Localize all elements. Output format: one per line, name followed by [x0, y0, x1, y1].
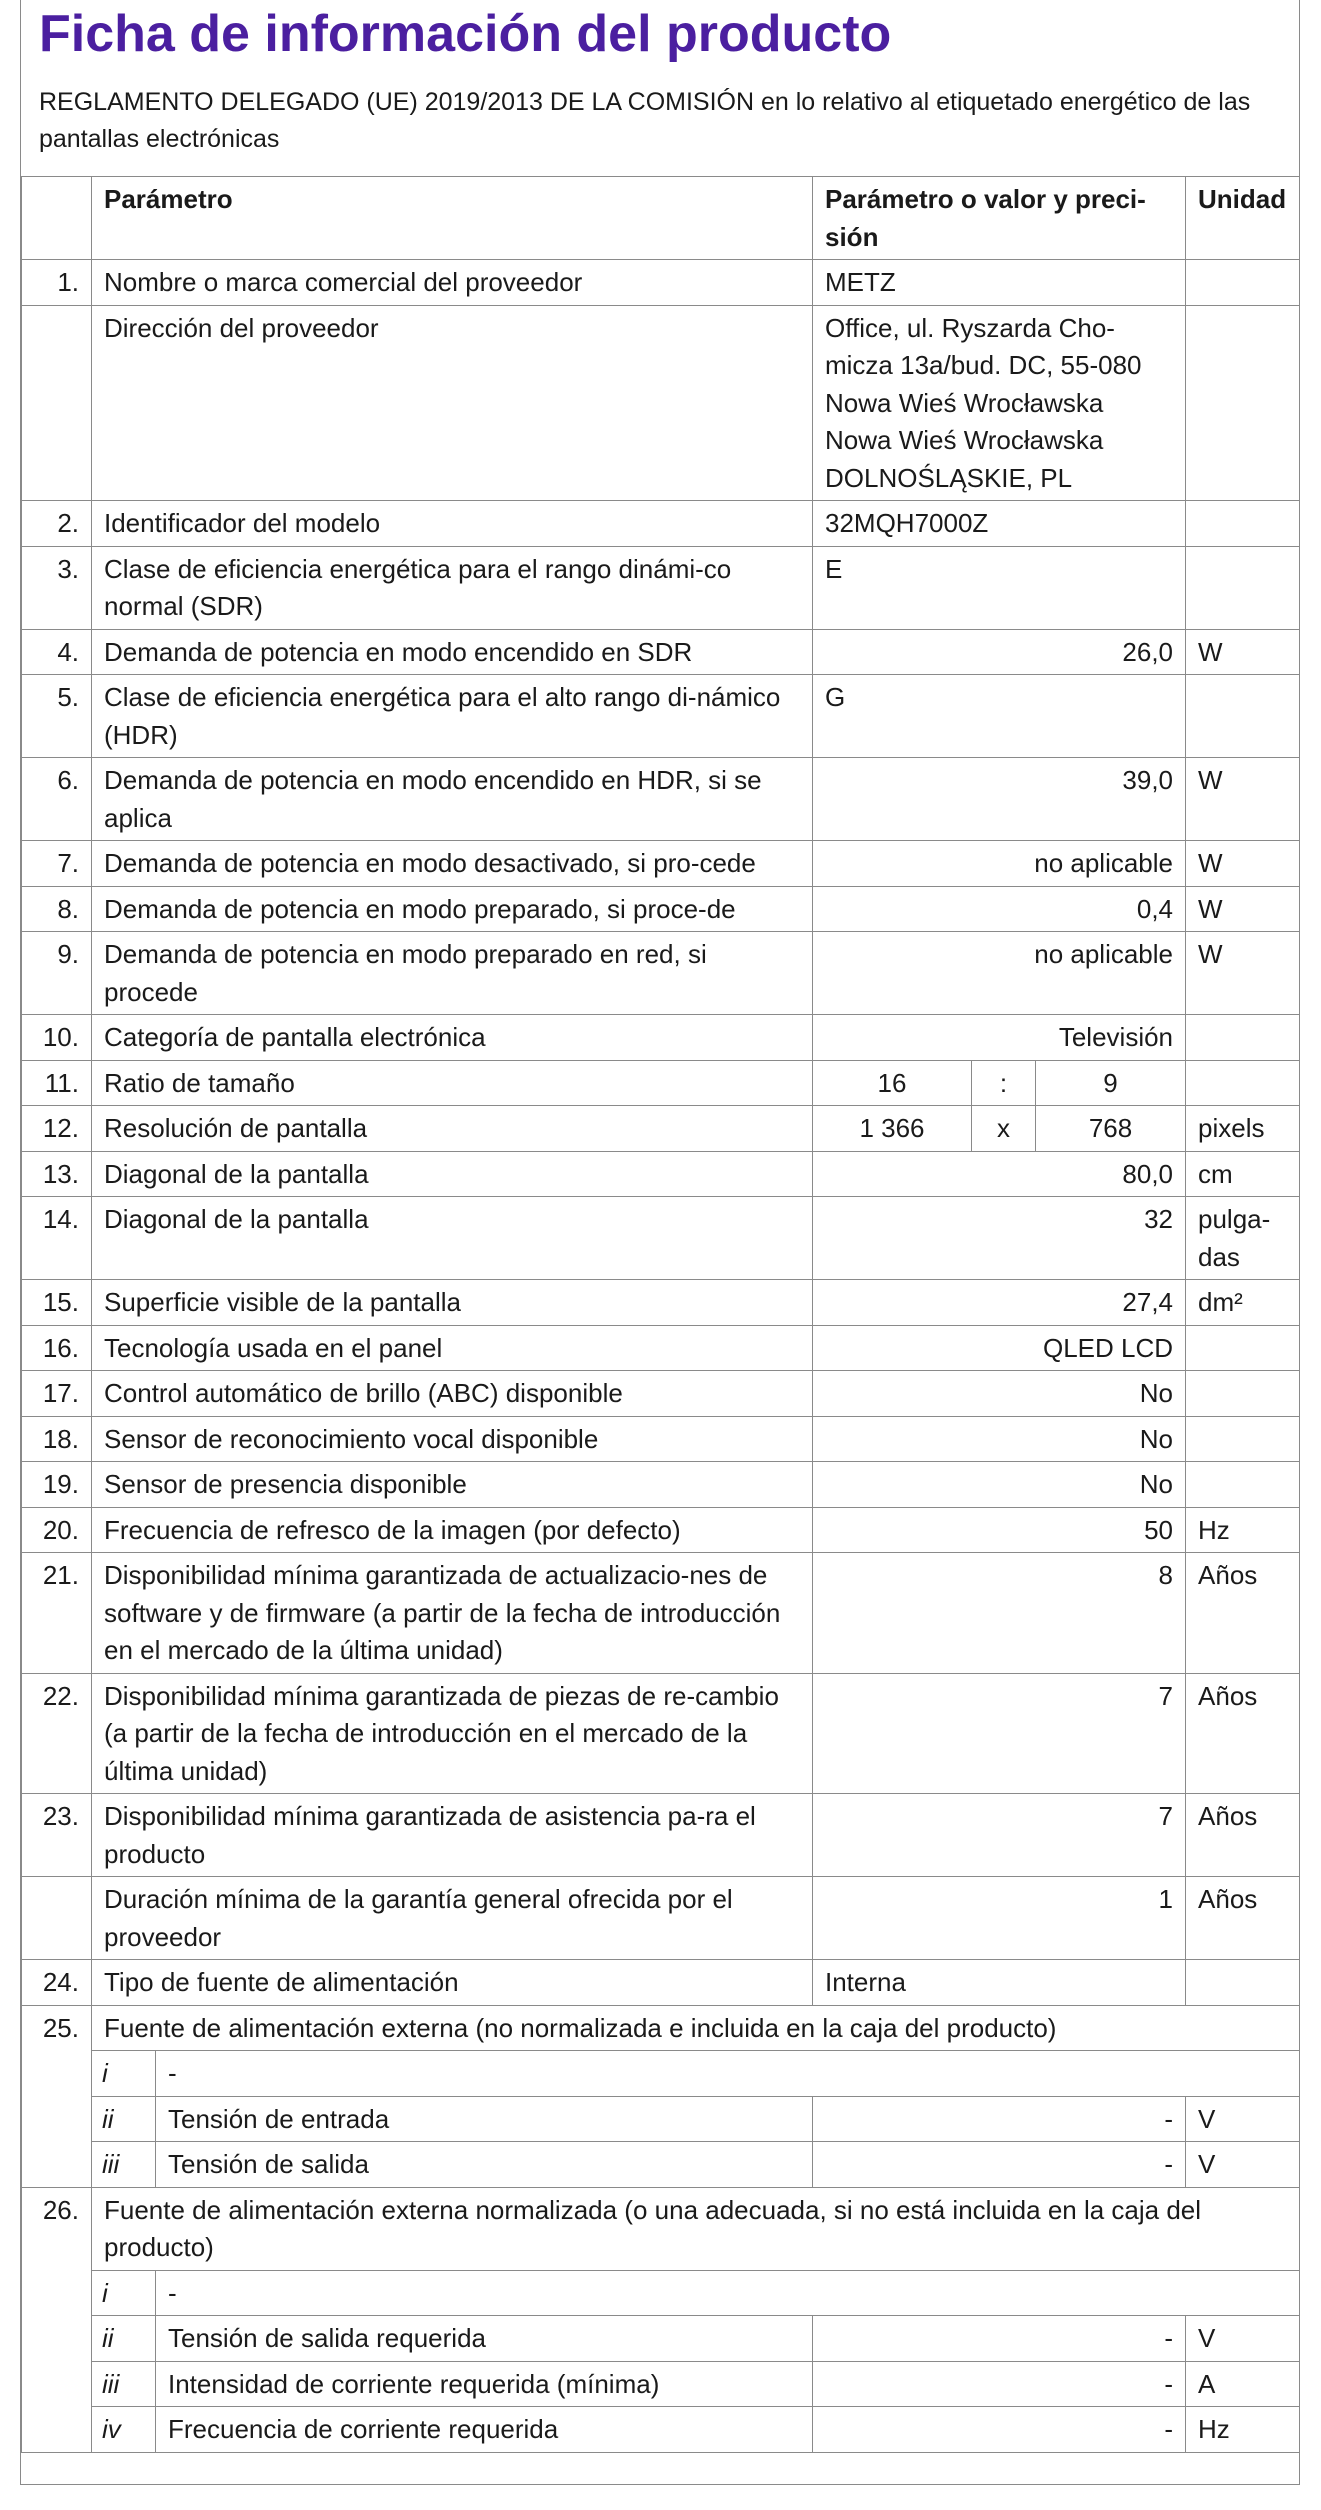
table-row	[22, 932, 1300, 1015]
row-unit	[1186, 1325, 1300, 1371]
row-label: Resolución de pantalla	[92, 1106, 813, 1152]
table-row	[22, 1280, 1300, 1326]
table-row	[22, 260, 1300, 306]
row-label: Identificador del modelo	[92, 501, 813, 547]
sub-row-label: Tensión de entrada	[156, 2096, 813, 2142]
header-value: Parámetro o valor y preci-sión	[813, 177, 1186, 260]
row-value: 50	[813, 1507, 1186, 1553]
row-value: Office, ul. Ryszarda Cho-micza 13a/bud. DC, 55-080 Nowa Wieś Wrocławska Nowa Wieś Wrocławska DOLNOŚLĄSKIE, PL	[813, 305, 1186, 501]
row-number: 4.	[22, 629, 92, 675]
sub-row-label: Tensión de salida requerida	[156, 2316, 813, 2362]
row-number: 2.	[22, 501, 92, 547]
row-label: Clase de eficiencia energética para el rango dinámi-co normal (SDR)	[92, 546, 813, 629]
row-number: 17.	[22, 1371, 92, 1417]
row-unit: Años	[1186, 1553, 1300, 1674]
row-number: 21.	[22, 1553, 92, 1674]
row-value: 32	[813, 1197, 1186, 1280]
sub-row-label: Tensión de salida	[156, 2142, 813, 2188]
sub-row	[22, 2096, 1300, 2142]
sub-row	[22, 2142, 1300, 2188]
table-row	[22, 1015, 1300, 1061]
sub-row-label: Intensidad de corriente requerida (mínima)	[156, 2361, 813, 2407]
table-row	[22, 886, 1300, 932]
row-label: Control automático de brillo (ABC) disponible	[92, 1371, 813, 1417]
row-label: Disponibilidad mínima garantizada de piezas de re-cambio (a partir de la fecha de introducción en el mercado de la última unidad)	[92, 1673, 813, 1794]
row-value: 7	[813, 1673, 1186, 1794]
row-unit	[1186, 675, 1300, 758]
row-number: 16.	[22, 1325, 92, 1371]
row-number: 22.	[22, 1673, 92, 1794]
table-row	[22, 1325, 1300, 1371]
row-number: 1.	[22, 260, 92, 306]
row-value: No	[813, 1462, 1186, 1508]
resolution-height: 768	[1036, 1106, 1186, 1152]
row-value: 39,0	[813, 758, 1186, 841]
row-label: Superficie visible de la pantalla	[92, 1280, 813, 1326]
ratio-height: 9	[1036, 1060, 1186, 1106]
row-unit: Años	[1186, 1673, 1300, 1794]
row-value: Televisión	[813, 1015, 1186, 1061]
table-header-row	[22, 177, 1300, 260]
sub-row-index: iii	[92, 2361, 156, 2407]
row-unit: pixels	[1186, 1106, 1300, 1152]
row-label: Tipo de fuente de alimentación	[92, 1960, 813, 2006]
row-unit	[1186, 1015, 1300, 1061]
row-label: Clase de eficiencia energética para el alto rango di-námico (HDR)	[92, 675, 813, 758]
row-number: 15.	[22, 1280, 92, 1326]
row-unit: W	[1186, 841, 1300, 887]
table-row	[22, 1371, 1300, 1417]
sub-row-index: ii	[92, 2096, 156, 2142]
row-value: Interna	[813, 1960, 1186, 2006]
row-label: Ratio de tamaño	[92, 1060, 813, 1106]
header-unit: Unidad	[1186, 177, 1300, 260]
header-parameter: Parámetro	[92, 177, 813, 260]
row-label: Nombre o marca comercial del proveedor	[92, 260, 813, 306]
table-row	[22, 546, 1300, 629]
row-unit	[1186, 260, 1300, 306]
row-number: 11.	[22, 1060, 92, 1106]
table-row	[22, 1960, 1300, 2006]
row-number	[22, 305, 92, 501]
row-unit: Años	[1186, 1794, 1300, 1877]
row-label: Demanda de potencia en modo preparado, si proce-de	[92, 886, 813, 932]
row-label: Frecuencia de refresco de la imagen (por defecto)	[92, 1507, 813, 1553]
resolution-width: 1 366	[813, 1106, 972, 1152]
table-row	[22, 2005, 1300, 2051]
row-label: Demanda de potencia en modo desactivado, si pro-cede	[92, 841, 813, 887]
table-row	[22, 1794, 1300, 1877]
row-unit	[1186, 305, 1300, 501]
row-value: E	[813, 546, 1186, 629]
row-value: 80,0	[813, 1151, 1186, 1197]
row-number: 8.	[22, 886, 92, 932]
row-number: 9.	[22, 932, 92, 1015]
sub-row-unit: V	[1186, 2316, 1300, 2362]
header-number	[22, 177, 92, 260]
row-value: 26,0	[813, 629, 1186, 675]
table-row	[22, 1507, 1300, 1553]
resolution-separator: x	[972, 1106, 1036, 1152]
table-row	[22, 1060, 1300, 1106]
table-row	[22, 1673, 1300, 1794]
row-number: 19.	[22, 1462, 92, 1508]
regulation-subtitle: REGLAMENTO DELEGADO (UE) 2019/2013 DE LA COMISIÓN en lo relativo al etiquetado energético de las pantallas electrónicas	[39, 88, 1251, 153]
row-unit	[1186, 1060, 1300, 1106]
row-number: 12.	[22, 1106, 92, 1152]
sub-row	[22, 2407, 1300, 2453]
row-value: No	[813, 1416, 1186, 1462]
row-label: Fuente de alimentación externa (no normalizada e incluida en la caja del producto)	[92, 2005, 1300, 2051]
row-number: 10.	[22, 1015, 92, 1061]
row-number: 18.	[22, 1416, 92, 1462]
row-unit	[1186, 1416, 1300, 1462]
row-number: 6.	[22, 758, 92, 841]
row-number: 20.	[22, 1507, 92, 1553]
sub-row-index: i	[92, 2051, 156, 2097]
row-label: Demanda de potencia en modo encendido en SDR	[92, 629, 813, 675]
product-information-sheet	[20, 0, 1300, 2485]
row-value: METZ	[813, 260, 1186, 306]
sub-row-label: -	[156, 2270, 1300, 2316]
table-row	[22, 1151, 1300, 1197]
row-unit: W	[1186, 629, 1300, 675]
row-number: 14.	[22, 1197, 92, 1280]
sub-row	[22, 2051, 1300, 2097]
row-value: 8	[813, 1553, 1186, 1674]
page-title: Ficha de información del producto	[39, 5, 892, 63]
sub-row-index: ii	[92, 2316, 156, 2362]
table-row	[22, 758, 1300, 841]
sub-row-value: -	[813, 2316, 1186, 2362]
sub-row-index: iv	[92, 2407, 156, 2453]
row-value: no aplicable	[813, 932, 1186, 1015]
row-number: 3.	[22, 546, 92, 629]
table-row	[22, 1877, 1300, 1960]
table-row	[22, 1416, 1300, 1462]
table-row	[22, 1462, 1300, 1508]
table-row	[22, 1197, 1300, 1280]
row-number: 23.	[22, 1794, 92, 1877]
sub-row-label: -	[156, 2051, 1300, 2097]
sub-row	[22, 2316, 1300, 2362]
row-label: Fuente de alimentación externa normalizada (o una adecuada, si no está incluida en la caja del producto)	[92, 2187, 1300, 2270]
row-unit: Años	[1186, 1877, 1300, 1960]
row-label: Duración mínima de la garantía general ofrecida por el proveedor	[92, 1877, 813, 1960]
row-value: G	[813, 675, 1186, 758]
row-value: No	[813, 1371, 1186, 1417]
sub-row-value: -	[813, 2096, 1186, 2142]
row-number: 24.	[22, 1960, 92, 2006]
table-row	[22, 305, 1300, 501]
row-label: Sensor de reconocimiento vocal disponible	[92, 1416, 813, 1462]
sub-row-value: -	[813, 2361, 1186, 2407]
row-label: Tecnología usada en el panel	[92, 1325, 813, 1371]
sub-row-unit: A	[1186, 2361, 1300, 2407]
row-label: Disponibilidad mínima garantizada de asistencia pa-ra el producto	[92, 1794, 813, 1877]
row-value: 27,4	[813, 1280, 1186, 1326]
row-value: 0,4	[813, 886, 1186, 932]
table-row	[22, 2187, 1300, 2270]
sub-row-unit: Hz	[1186, 2407, 1300, 2453]
ratio-width: 16	[813, 1060, 972, 1106]
row-label: Dirección del proveedor	[92, 305, 813, 501]
table-row	[22, 841, 1300, 887]
row-unit	[1186, 501, 1300, 547]
row-unit	[1186, 1371, 1300, 1417]
row-number	[22, 1877, 92, 1960]
table-row	[22, 629, 1300, 675]
row-label: Diagonal de la pantalla	[92, 1197, 813, 1280]
row-label: Disponibilidad mínima garantizada de actualizacio-nes de software y de firmware (a partir de la fecha de introducción en el mercado de la última unidad)	[92, 1553, 813, 1674]
sub-row-value: -	[813, 2142, 1186, 2188]
row-unit	[1186, 1960, 1300, 2006]
sub-row	[22, 2270, 1300, 2316]
product-parameter-table	[21, 176, 1300, 2453]
row-value: QLED LCD	[813, 1325, 1186, 1371]
row-number: 13.	[22, 1151, 92, 1197]
row-label: Demanda de potencia en modo encendido en HDR, si se aplica	[92, 758, 813, 841]
row-unit: W	[1186, 932, 1300, 1015]
row-unit: W	[1186, 758, 1300, 841]
row-label: Demanda de potencia en modo preparado en red, si procede	[92, 932, 813, 1015]
row-unit: cm	[1186, 1151, 1300, 1197]
row-label: Diagonal de la pantalla	[92, 1151, 813, 1197]
row-unit: W	[1186, 886, 1300, 932]
row-number: 7.	[22, 841, 92, 887]
row-value: no aplicable	[813, 841, 1186, 887]
row-value: 7	[813, 1794, 1186, 1877]
row-value: 1	[813, 1877, 1186, 1960]
row-unit: Hz	[1186, 1507, 1300, 1553]
sub-row	[22, 2361, 1300, 2407]
sub-row-index: i	[92, 2270, 156, 2316]
sub-row-label: Frecuencia de corriente requerida	[156, 2407, 813, 2453]
ratio-separator: :	[972, 1060, 1036, 1106]
table-row	[22, 1553, 1300, 1674]
sub-row-value: -	[813, 2407, 1186, 2453]
sub-row-unit: V	[1186, 2142, 1300, 2188]
row-unit	[1186, 546, 1300, 629]
row-label: Sensor de presencia disponible	[92, 1462, 813, 1508]
sub-row-index: iii	[92, 2142, 156, 2188]
table-row	[22, 501, 1300, 547]
row-unit: pulga-das	[1186, 1197, 1300, 1280]
sub-row-unit: V	[1186, 2096, 1300, 2142]
row-number: 26.	[22, 2187, 92, 2452]
table-row	[22, 1106, 1300, 1152]
row-number: 25.	[22, 2005, 92, 2187]
row-value: 32MQH7000Z	[813, 501, 1186, 547]
row-unit: dm²	[1186, 1280, 1300, 1326]
row-unit	[1186, 1462, 1300, 1508]
row-label: Categoría de pantalla electrónica	[92, 1015, 813, 1061]
row-number: 5.	[22, 675, 92, 758]
table-row	[22, 675, 1300, 758]
